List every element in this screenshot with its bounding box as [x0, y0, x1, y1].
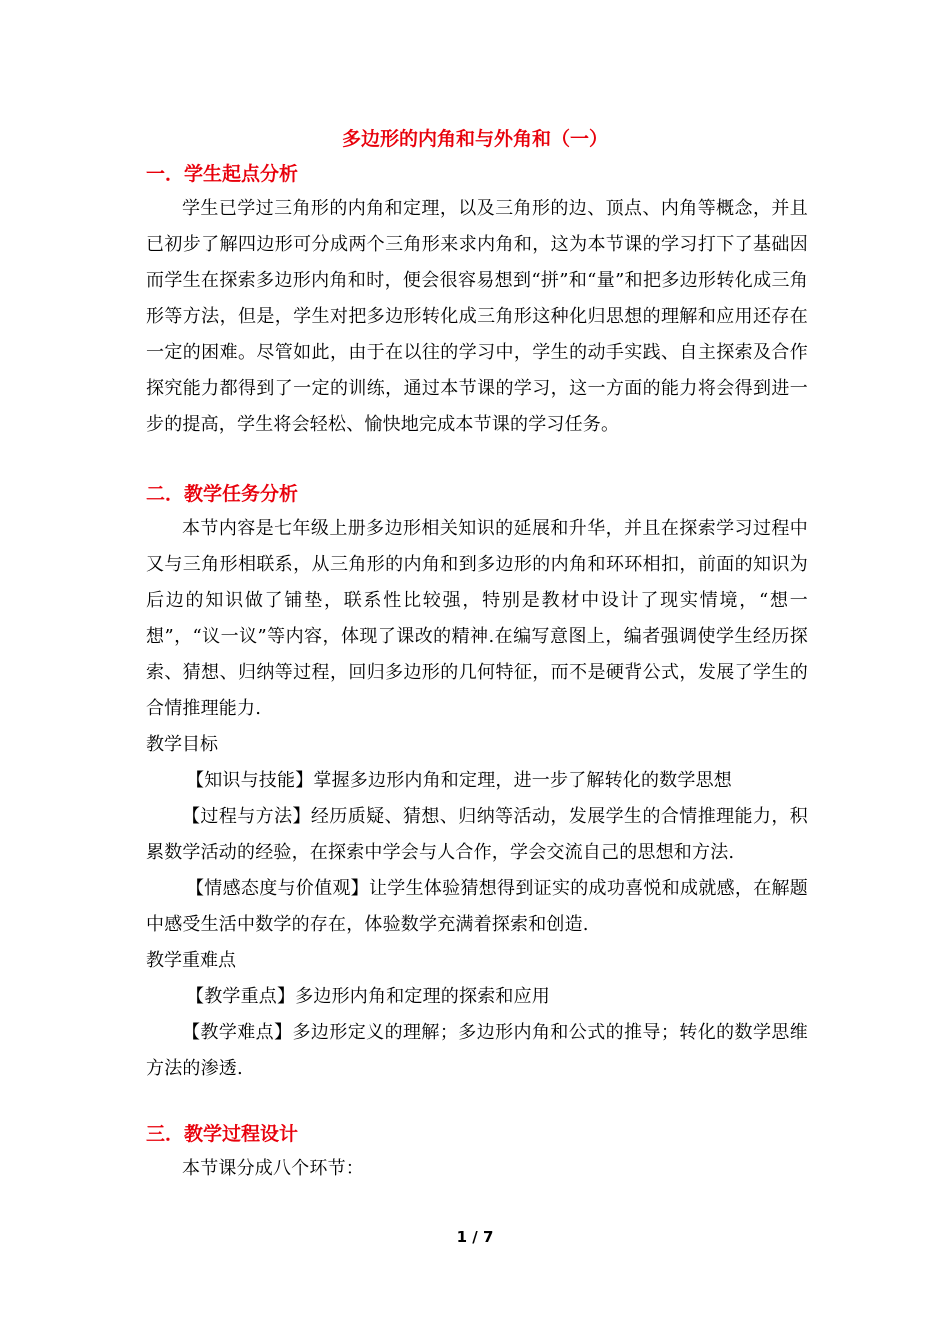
section-process-design: [146, 1117, 808, 1187]
objectives-label: 教学目标: [146, 734, 218, 755]
section-spacer: [146, 1087, 808, 1117]
document-body: [146, 157, 808, 1187]
section-spacer: [146, 443, 808, 477]
section-student-analysis: [146, 157, 808, 443]
section-heading: 三．教学过程设计: [146, 1123, 299, 1145]
section-heading: 一．学生起点分析: [146, 163, 299, 185]
section-paragraph: 学生已学过三角形的内角和定理，以及三角形的边、顶点、内角等概念，并且已初步了解四边形可分成两个三角形来求内角和，这为本节课的学习打下了基础因而学生在探索多边形内角和时，便会很容易想到“拼”和“量”和把多边形转化成三角形等方法，但是，学生对把多边形转化成三角形这种化归思想的理解和应用还存在一定的困难。尽管如此，由于在以往的学习中，学生的动手实践、自主探索及合作探究能力都得到了一定的训练，通过本节课的学习，这一方面的能力将会得到进一步的提高，学生将会轻松、愉快地完成本节课的学习任务。: [146, 198, 808, 435]
objective-process: 【过程与方法】经历质疑、猜想、归纳等活动，发展学生的合情推理能力，积累数学活动的经验，在探索中学会与人合作，学会交流自己的思想和方法.: [146, 806, 808, 863]
section-paragraph: 本节内容是七年级上册多边形相关知识的延展和升华，并且在探索学习过程中又与三角形相联系，从三角形的内角和到多边形的内角和环环相扣，前面的知识为后边的知识做了铺垫，联系性比较强，特别是教材中设计了现实情境，“想一想”，“议一议”等内容，体现了课改的精神.在编写意图上，编者强调使学生经历探索、猜想、归纳等过程，回归多边形的几何特征，而不是硬背公式，发展了学生的合情推理能力.: [146, 518, 808, 719]
page-number: 1 / 7: [456, 1228, 494, 1246]
section-heading: 二．教学任务分析: [146, 483, 299, 505]
difficult-point: 【教学难点】多边形定义的理解；多边形内角和公式的推导；转化的数学思维方法的渗透.: [146, 1022, 808, 1079]
document-title: 多边形的内角和与外角和（一）: [341, 128, 608, 150]
objective-knowledge: 【知识与技能】掌握多边形内角和定理，进一步了解转化的数学思想: [186, 770, 732, 791]
section-paragraph: 本节课分成八个环节：: [182, 1158, 364, 1179]
section-task-analysis: [146, 477, 808, 1087]
key-points-label: 教学重难点: [146, 950, 236, 971]
objective-emotion: 【情感态度与价值观】让学生体验猜想得到证实的成功喜悦和成就感，在解题中感受生活中数学的存在，体验数学充满着探索和创造.: [146, 878, 808, 935]
key-point: 【教学重点】多边形内角和定理的探索和应用: [186, 986, 550, 1007]
